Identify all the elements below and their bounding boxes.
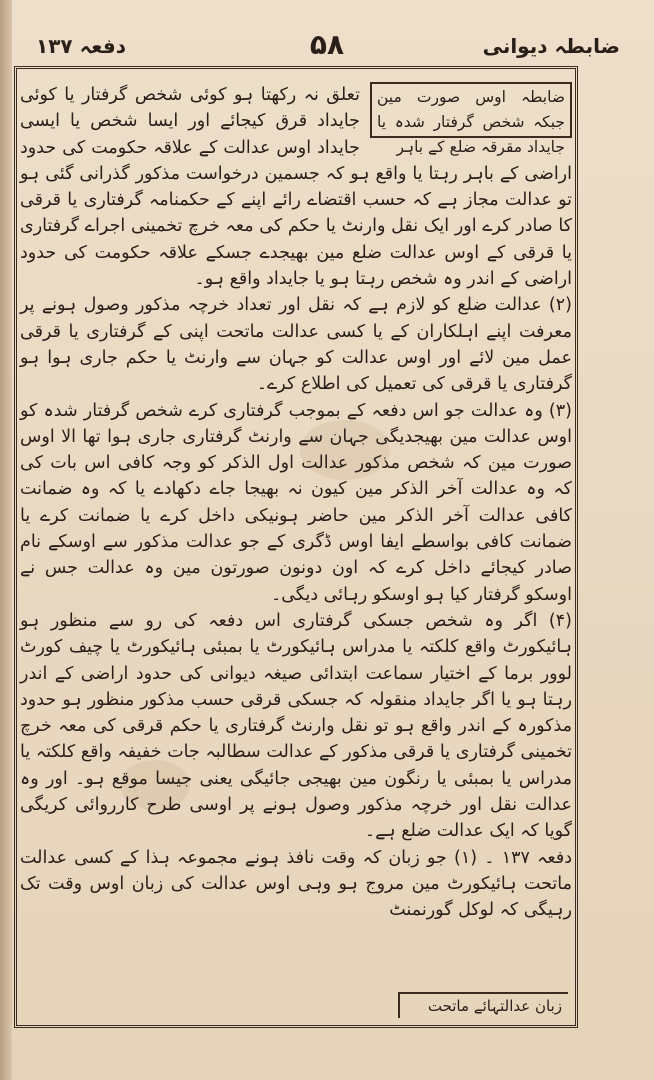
paragraph: دفعہ ۱۳۷ ۔ (۱) جو زبان کہ وقت نافذ ہونے مجموعہ ہذا کے کسی عدالت ماتحت ہائیکورٹ مین مروج ہو وہی اوس عدالت کی زبان اوس وقت تک رہیگی کہ لوکل گورنمنٹ [20, 847, 572, 921]
section-number: دفعہ ۱۳۷ [36, 34, 126, 58]
page-number: ۵۸ [309, 28, 345, 61]
body-text [20, 82, 572, 1022]
running-title: ضابطہ دیوانی [482, 34, 620, 58]
page-spine [0, 0, 12, 1080]
marginal-note-top: ضابطہ اوس صورت مین جبکہ شخص گرفتار شدہ یا جایداد مقرقہ ضلع کے باہر [370, 82, 572, 138]
marginal-note-bottom: زبان عدالتہائے ماتحت [398, 992, 568, 1018]
page-header [22, 28, 632, 68]
paragraph: (۳) وہ عدالت جو اس دفعہ کے بموجب گرفتاری کرے شخص گرفتار شدہ کو اوس عدالت مین بھیجدیگی جہان سے وارنٹ گرفتاری جاری ہوا تھا الا اوس صورت مین کہ شخص مذکور عدالت اول الذکر کو وجہ کافی اس بات کی کہ وہ عدالت آخر الذکر مین کیون نہ بھیجا جاے دکھادے یا کہ وہ ضمانت کافی عدالت آخر الذکر مین حاضر ہونیکی داخل کرے یا ضمانت کرے یا ضمانت کافی بواسطے ایفا اوس ڈگری کے جو عدالت مذکور سے اوسکے نام صادر کیجائے داخل کرے کہ اون دونون صورتون مین وہ عدالت جس نے اوسکو گرفتار کیا ہو اوسکو رہائی دیگی۔ [20, 400, 572, 605]
paragraph: (۲) عدالت ضلع کو لازم ہے کہ نقل اور تعداد خرچہ مذکور وصول ہونے پر معرفت اپنے اہلکاران کے یا کسی عدالت ماتحت اپنی کے گرفتاری یا قرقی عمل مین لائے اور اوس عدالت کو جہان سے وارنٹ یا حکم جاری ہوا ہو گرفتاری یا قرقی کی تعمیل کی اطلاع کرے۔ [20, 295, 572, 395]
paragraph: تعلق نہ رکھتا ہو کوئی شخص گرفتار یا کوئی جایداد قرق کیجائے اور ایسا شخص یا ایسی جایداد اوس عدالت کے علاقہ حکومت کی حدود اراضی کے باہر رہتا یا واقع ہو کہ جسمین درخواست مذکور گذرانی گئی ہو تو عدالت مجاز ہے کہ حسب اقتضاے رائے اپنے کے حکمنامہ گرفتاری یا قرقی کا صادر کرے اور ایک نقل وارنٹ یا حکم کی معہ خرچ تخمینی اجراے گرفتاری یا قرقی کے اوس عدالت ضلع مین بھیجدے جسکے علاقہ حکومت کی حدود اراضی کے اندر وہ شخص رہتا ہو یا جایداد واقع ہو۔ [20, 85, 572, 290]
paragraph: (۴) اگر وہ شخص جسکی گرفتاری اس دفعہ کی رو سے منظور ہو ہائیکورٹ واقع کلکتہ یا مدراس ہائیکورٹ یا بمبئی ہائیکورٹ یا چیف کورٹ لوور برما کے اختیار سماعت ابتدائی صیغہ دیوانی کی حدود اراضی کے اندر رہتا ہو یا اگر جایداد منقولہ کہ جسکی قرقی حسب مذکور منظور ہو حدود مذکورہ کے اندر واقع ہو تو نقل وارنٹ گرفتاری یا حکم قرقی کی معہ خرچ تخمینی گرفتاری یا قرقی مذکور کے عدالت سطالبہ جات خفیفہ واقع کلکتہ یا مدراس یا بمبئی یا رنگون مین بھیجی جائیگی یعنی جیسا موقع ہو۔ اور وہ عدالت نقل اور خرچہ مذکور وصول ہونے پر اوسی طرح کارروائی کریگی گویا کہ ایک عدالت ضلع ہے۔ [20, 610, 572, 842]
